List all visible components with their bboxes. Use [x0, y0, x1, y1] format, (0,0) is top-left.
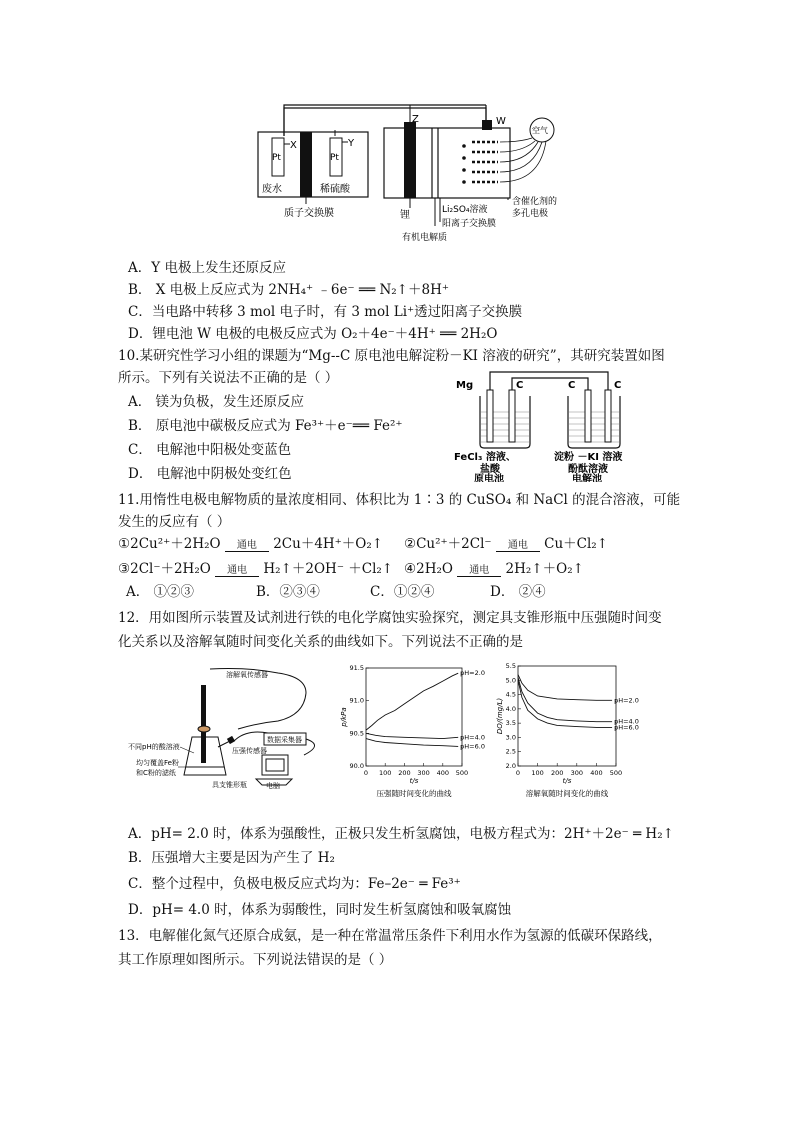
q10-option-b: B． 原电池中碳极反应式为 Fe³⁺＋e⁻══ Fe²⁺ [128, 418, 403, 434]
x-tick-label: 500 [609, 769, 623, 777]
data-collector-label: 数据采集器 [267, 736, 302, 744]
q10-option-a: A． 镁为负极，发生还原反应 [128, 394, 305, 410]
x-tick-label: 200 [398, 769, 411, 777]
air-label: 空气 [532, 126, 548, 135]
q11-stem-2: 发生的反应有（ ） [118, 514, 231, 530]
figure-electrochemical-cell [250, 100, 570, 250]
series-label: pH=2.0 [614, 696, 639, 705]
pt1-label: Pt [272, 153, 281, 163]
r2-condition [496, 541, 540, 553]
x-axis-label: t/s [409, 777, 419, 785]
acid-solution-label: 不同pH的酸溶液 [128, 743, 180, 751]
q12-option-a: A．pH= 2.0 时，体系为强酸性，正极只发生析氢腐蚀，电极方程式为：2H⁺＋2e⁻ ═ H₂↑ [128, 826, 674, 842]
c-electrode-label-1: C [516, 380, 524, 391]
y-axis-label: p/kPa [340, 707, 348, 727]
li2so4-label: Li₂SO₄溶液 [442, 205, 488, 215]
c-electrode-label-2: C [568, 380, 576, 391]
y-tick-label: 2.5 [505, 747, 516, 756]
w-electrode-label: W [496, 116, 506, 127]
porous-label-2: 多孔电极 [512, 209, 549, 219]
y-tick-label: 4.0 [505, 704, 516, 713]
q11-option-a: A． ①②③ [126, 584, 195, 600]
q10-option-c: C． 电解池中阳极处变蓝色 [128, 442, 292, 458]
series-line [366, 739, 458, 747]
y-tick-label: 2.0 [505, 762, 516, 770]
q12-option-d: D．pH= 4.0 时，体系为弱酸性，同时发生析氢腐蚀和吸氧腐蚀 [128, 902, 512, 918]
r1-cond-text: 通电 [225, 541, 269, 552]
x-tick-label: 400 [436, 769, 450, 777]
r2-right: Cu＋Cl₂↑ [544, 536, 609, 552]
series-label: pH=2.0 [460, 669, 485, 678]
y-axis-label: DO/(mg/L) [496, 697, 504, 735]
q11-reaction-4 [404, 560, 584, 578]
q11-option-c: C．①②④ [370, 584, 435, 600]
c-electrode-label-3: C [614, 380, 622, 391]
series-label: pH=4.0 [460, 733, 485, 742]
o2-sensor-label: 溶解氧传感器 [226, 671, 268, 679]
series-label: pH=6.0 [460, 742, 485, 751]
q11-reaction-3 [118, 560, 393, 578]
x-electrode-label: X [290, 140, 297, 151]
right-solution-label-2: 酚酞溶液 [568, 464, 608, 475]
x-tick-label: 300 [417, 769, 430, 777]
galvanic-cell-label: 原电池 [474, 474, 504, 482]
x-axis-label: t/s [562, 777, 572, 785]
q13-stem-2: 其工作原理如图所示。下列说法错误的是（ ） [118, 952, 393, 968]
q10-stem-1: 10.某研究性学习小组的课题为“Mg--C 原电池电解淀粉－KI 溶液的研究”，其研究装置如图 [118, 348, 665, 364]
cation-membrane-label: 阳离子交换膜 [442, 219, 497, 229]
filter-paper-label-1: 均匀覆盖Fe粉 [136, 759, 179, 767]
computer-label: 电脑 [266, 782, 280, 790]
y-tick-label: 5.0 [505, 676, 516, 685]
chart-title: 溶解氧随时间变化的曲线 [525, 789, 609, 798]
z-electrode-label: Z [412, 114, 419, 125]
plot-frame [366, 668, 462, 766]
series-line [518, 675, 612, 701]
porous-label-1: 含催化剂的 [512, 197, 558, 207]
q10-option-d: D． 电解池中阴极处变红色 [128, 466, 292, 482]
series-label: pH=6.0 [614, 723, 639, 732]
figure-corrosion-apparatus [128, 663, 336, 791]
series-label: pH=4.0 [614, 717, 639, 726]
q12-option-b: B．压强增大主要是因为产生了 H₂ [128, 850, 335, 866]
left-solution-label-1: FeCl₃ 溶液、 [454, 452, 516, 463]
q9-option-a: A．Y 电极上发生还原反应 [128, 260, 286, 276]
y-tick-label: 90.0 [349, 762, 364, 770]
q11-option-d: D． ②④ [490, 584, 546, 600]
y-tick-label: 91.0 [349, 696, 364, 705]
r4-right: 2H₂↑＋O₂↑ [505, 561, 584, 577]
q10-stem-2: 所示。下列有关说法不正确的是（ ） [118, 370, 339, 386]
plot-frame [518, 666, 616, 766]
y-electrode-label: Y [348, 138, 355, 149]
r3-cond-text: 通电 [215, 566, 259, 577]
right-solution-label-1: 淀粉 －KI 溶液 [554, 452, 623, 463]
r3-left: ③2Cl⁻＋2H₂O [118, 561, 211, 577]
q9-option-b: B． X 电极上反应式为 2NH₄⁺ ﹣6e⁻ ══ N₂↑＋8H⁺ [128, 282, 449, 298]
r1-left: ①2Cu²⁺＋2H₂O [118, 536, 221, 552]
r3-condition [215, 566, 259, 578]
r4-condition [457, 566, 501, 578]
flask-label: 具支锥形瓶 [212, 781, 247, 789]
dilute-acid-label: 稀硫酸 [320, 184, 350, 195]
q11-stem-1: 11.用惰性电极电解物质的量浓度相同、体积比为 1∶3 的 CuSO₄ 和 NaCl 的混合溶液，可能 [118, 492, 681, 508]
x-tick-label: 200 [550, 769, 564, 777]
pem-label: 质子交换膜 [284, 208, 334, 219]
x-tick-label: 0 [515, 769, 521, 777]
series-line [366, 733, 458, 738]
pressure-sensor-label: 压强传感器 [232, 747, 267, 755]
q12-option-c: C．整个过程中，负极电极反应式均为：Fe–2e⁻ ═ Fe³⁺ [128, 876, 461, 892]
r3-right: H₂↑＋2OH⁻ ＋Cl₂↑ [263, 561, 394, 577]
y-tick-label: 91.5 [349, 664, 364, 672]
q11-reaction-1 [118, 535, 383, 553]
x-tick-label: 100 [378, 769, 392, 777]
x-tick-label: 300 [570, 769, 584, 777]
y-tick-label: 5.5 [505, 662, 516, 670]
mg-electrode-label: Mg [456, 380, 474, 391]
lithium-label: 锂 [400, 210, 410, 221]
q12-stem-1: 12．用如图所示装置及试剂进行铁的电化学腐蚀实验探究，测定具支锥形瓶中压强随时间变 [118, 610, 662, 626]
pt2-label: Pt [330, 153, 339, 163]
q9-option-c: C．当电路中转移 3 mol 电子时，有 3 mol Li⁺透过阳离子交换膜 [128, 304, 523, 320]
chart-title: 压强随时间变化的曲线 [376, 789, 452, 798]
q12-stem-2: 化关系以及溶解氧随时间变化关系的曲线如下。下列说法不正确的是 [118, 634, 523, 650]
figure-galvanic-electrolytic [450, 366, 642, 482]
r1-condition [225, 541, 269, 553]
x-tick-label: 500 [455, 769, 469, 777]
x-tick-label: 100 [531, 769, 544, 777]
organic-electrolyte-label: 有机电解质 [402, 233, 448, 243]
y-tick-label: 3.5 [505, 719, 516, 728]
pressure-chart [338, 660, 490, 808]
r2-cond-text: 通电 [496, 541, 540, 552]
filter-paper-label-2: 和C粉的滤纸 [136, 769, 176, 777]
r1-right: 2Cu＋4H⁺＋O₂↑ [273, 536, 384, 552]
y-tick-label: 3.0 [505, 733, 516, 742]
series-line [366, 673, 458, 730]
r2-left: ②Cu²⁺＋2Cl⁻ [404, 536, 492, 552]
dissolved-oxygen-chart [494, 660, 650, 808]
y-tick-label: 90.5 [349, 729, 364, 738]
x-tick-label: 400 [590, 769, 603, 777]
r4-cond-text: 通电 [457, 566, 501, 577]
r4-left: ④2H₂O [404, 561, 453, 577]
q9-option-d: D．锂电池 W 电极的电极反应式为 O₂＋4e⁻＋4H⁺ ══ 2H₂O [128, 326, 498, 342]
left-solution-label-2: 盐酸 [480, 464, 500, 475]
q13-stem-1: 13．电解催化氮气还原合成氨，是一种在常温常压条件下利用水作为氢源的低碳环保路线， [118, 928, 662, 944]
q11-reaction-2 [404, 535, 608, 553]
y-tick-label: 4.5 [505, 690, 516, 699]
electrolytic-cell-label: 电解池 [572, 474, 602, 482]
q11-option-b: B．②③④ [256, 584, 320, 600]
waste-water-label: 废水 [262, 184, 282, 195]
x-tick-label: 0 [363, 769, 369, 777]
